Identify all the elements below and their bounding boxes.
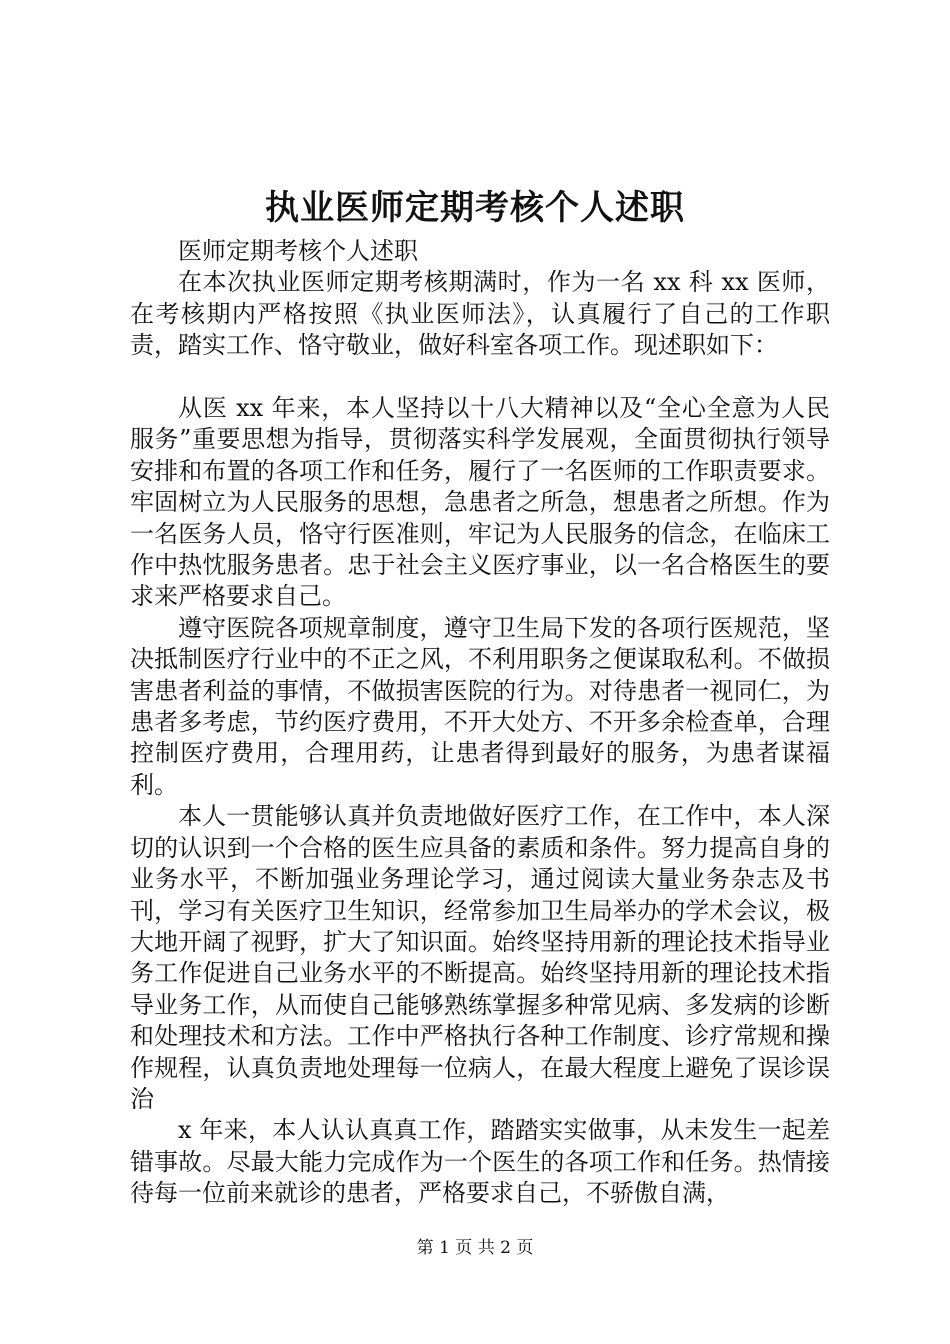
paragraph-intro: 在本次执业医师定期考核期满时，作为一名 xx 科 xx 医师，在考核期内严格按照《执业医师法》，认真履行了自己的工作职责，踏实工作、恪守敬业，做好科室各项工作。现述职如下： — [130, 268, 830, 360]
document-title: 执业医师定期考核个人述职 — [265, 188, 685, 228]
paragraph-study: 本人一贯能够认真并负责地做好医疗工作，在工作中，本人深切的认识到一个合格的医生应具备的素质和条件。努力提高自身的业务水平，不断加强业务理论学习，通过阅读大量业务杂志及书刊，学习有关医疗卫生知识，经常参加卫生局举办的学术会议，极大地开阔了视野，扩大了知识面。始终坚持用新的理论技术指导业务工作促进自己业务水平的不断提高。始终坚持用新的理论技术指导业务工作，从而使自己能够熟练掌握多种常见病、多发病的诊断和处理技术和方法。工作中严格执行各种工作制度、诊疗常规和操作规程，认真负责地处理每一位病人，在最大程度上避免了误诊误治 — [130, 802, 830, 1113]
paragraph-subtitle: 医师定期考核个人述职 — [178, 237, 418, 265]
paragraph-rules: 遵守医院各项规章制度，遵守卫生局下发的各项行医规范，坚决抵制医疗行业中的不正之风，不利用职务之便谋取私利。不做损害患者利益的事情，不做损害医院的行为。对待患者一视同仁，为患者多考虑，节约医疗费用，不开大处方、不开多余检查单，合理控制医疗费用，合理用药，让患者得到最好的服务，为患者谋福利。 — [130, 613, 830, 799]
paragraph-career: 从医 xx 年来，本人坚持以十八大精神以及“全心全意为人民服务”重要思想为指导，贯彻落实科学发展观，全面贯彻执行领导安排和布置的各项工作和任务，履行了一名医师的工作职责要求。牢固树立为人民服务的思想，急患者之所急，想患者之所想。作为一名医务人员，恪守行医准则，牢记为人民服务的信念，在临床工作中热忱服务患者。忠于社会主义医疗事业，以一名合格医生的要求来严格要求自己。 — [130, 394, 830, 611]
paragraph-gap — [130, 362, 830, 393]
paragraph-conduct: x 年来，本人认认真真工作，踏踏实实做事，从未发生一起差错事故。尽最大能力完成作为一个医生的各项工作和任务。热情接待每一位前来就诊的患者，严格要求自己，不骄傲自满， — [130, 1116, 830, 1208]
page-footer: 第 1 页 共 2 页 — [416, 1238, 534, 1258]
document-body — [130, 236, 830, 1210]
